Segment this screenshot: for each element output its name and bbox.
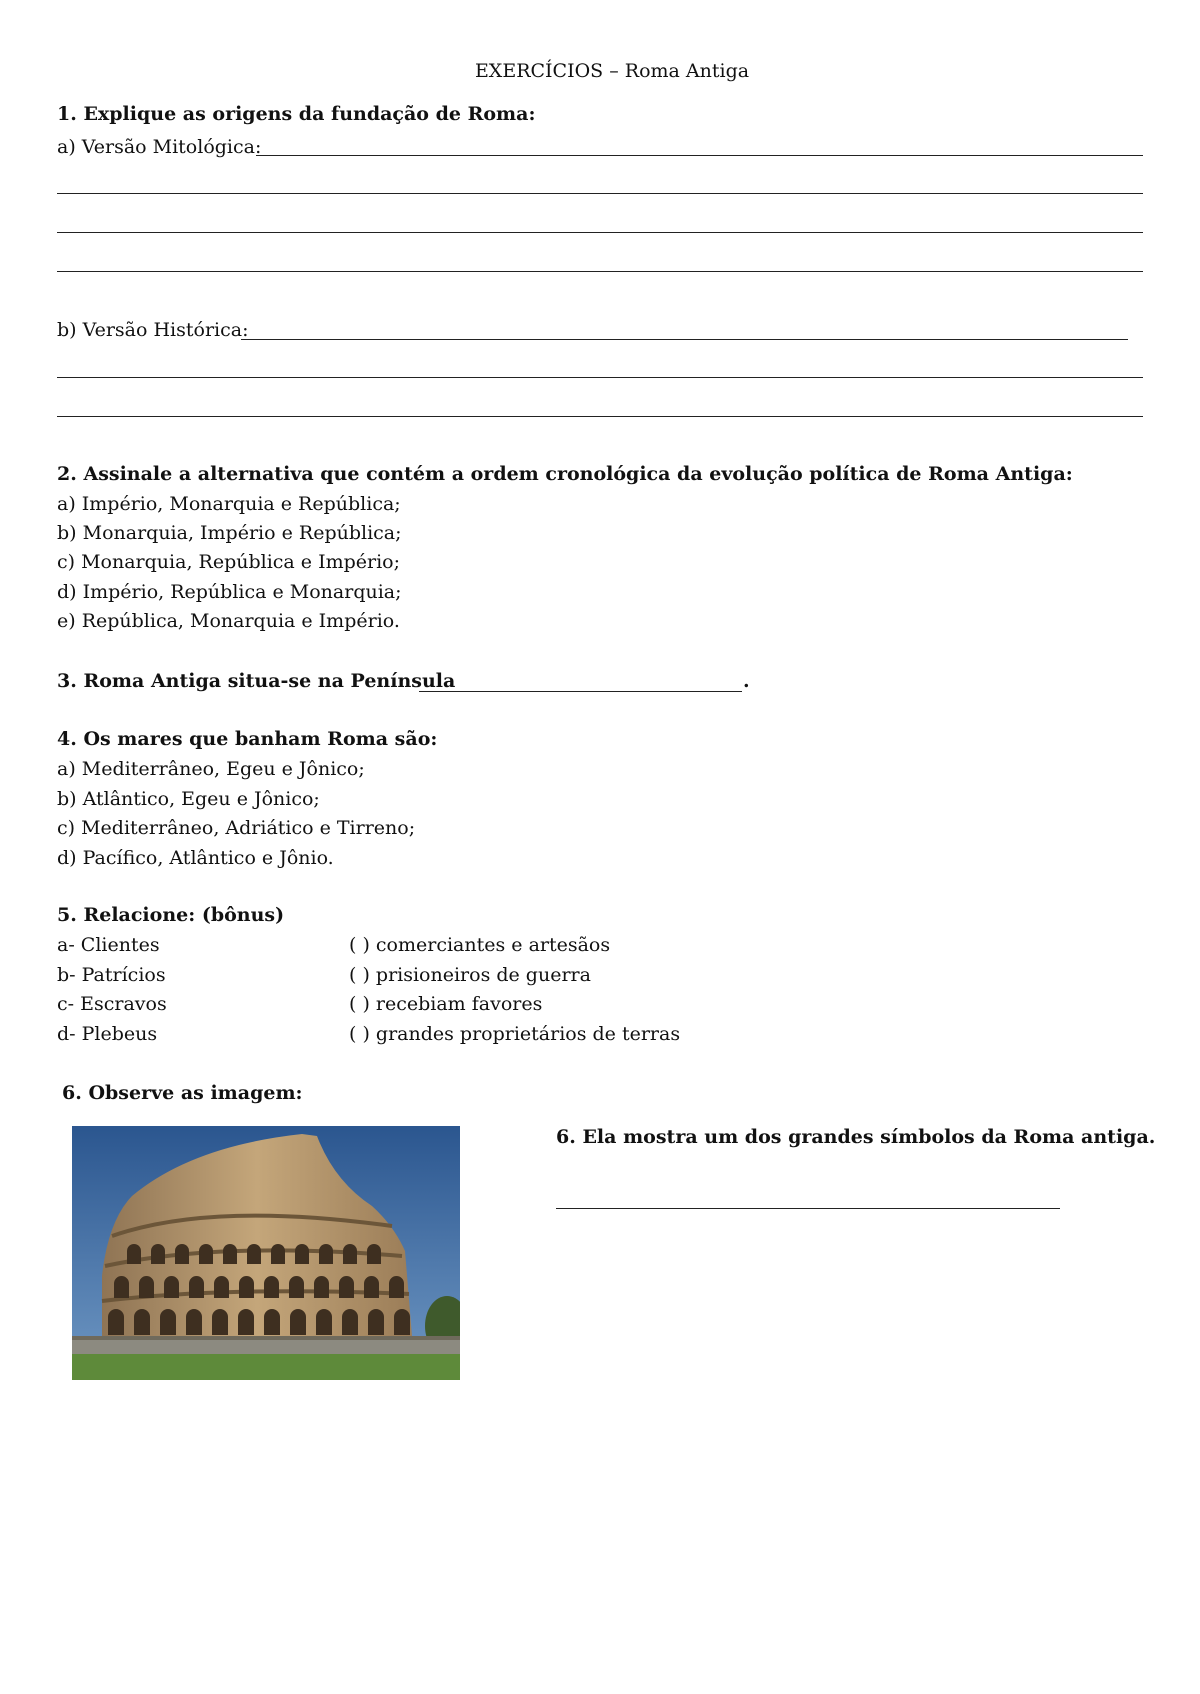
- q1-b-answer-line-3[interactable]: [57, 416, 1143, 417]
- q1-b-answer-line-2[interactable]: [57, 377, 1143, 378]
- page-title: EXERCÍCIOS – Roma Antiga: [474, 60, 750, 82]
- q2-heading: 2. Assinale a alternativa que contém a ordem cronológica da evolução política de Roma Antiga:: [57, 463, 1073, 485]
- q5-left-item-a: a- Clientes: [57, 934, 160, 956]
- q6-question: 6. Ela mostra um dos grandes símbolos da Roma antiga.: [556, 1126, 1156, 1148]
- q5-left-item-b: b- Patrícios: [57, 964, 166, 986]
- q3-period: .: [743, 670, 750, 692]
- q1-heading: 1. Explique as origens da fundação de Roma:: [57, 103, 536, 125]
- q1-a-label: a) Versão Mitológica:: [57, 136, 262, 158]
- q4-heading: 4. Os mares que banham Roma são:: [57, 728, 438, 750]
- q2-option-b[interactable]: b) Monarquia, Império e República;: [57, 522, 402, 544]
- q1-a-answer-line-1[interactable]: [256, 155, 1143, 156]
- q6-heading: 6. Observe as imagem:: [62, 1082, 303, 1104]
- q5-heading: 5. Relacione: (bônus): [57, 904, 285, 926]
- q4-option-d[interactable]: d) Pacífico, Atlântico e Jônio.: [57, 847, 334, 869]
- q4-option-a[interactable]: a) Mediterrâneo, Egeu e Jônico;: [57, 758, 365, 780]
- q6-answer-line[interactable]: [556, 1208, 1060, 1209]
- q1-b-answer-line-1[interactable]: [241, 339, 1128, 340]
- q2-option-c[interactable]: c) Monarquia, República e Império;: [57, 551, 401, 573]
- q1-a-answer-line-2[interactable]: [57, 193, 1143, 194]
- q5-match-row-3[interactable]: ( ) recebiam favores: [349, 993, 543, 1015]
- q2-option-a[interactable]: a) Império, Monarquia e República;: [57, 493, 401, 515]
- q1-a-answer-line-4[interactable]: [57, 271, 1143, 272]
- q2-option-e[interactable]: e) República, Monarquia e Império.: [57, 610, 400, 632]
- q3-text: 3. Roma Antiga situa-se na Península: [57, 670, 456, 692]
- q4-option-c[interactable]: c) Mediterrâneo, Adriático e Tirreno;: [57, 817, 416, 839]
- q5-match-row-4[interactable]: ( ) grandes proprietários de terras: [349, 1023, 681, 1045]
- q1-a-answer-line-3[interactable]: [57, 232, 1143, 233]
- q5-left-item-d: d- Plebeus: [57, 1023, 158, 1045]
- q3-answer-line[interactable]: [419, 691, 742, 692]
- q5-match-row-2[interactable]: ( ) prisioneiros de guerra: [349, 964, 591, 986]
- q5-left-item-c: c- Escravos: [57, 993, 167, 1015]
- q4-option-b[interactable]: b) Atlântico, Egeu e Jônico;: [57, 788, 320, 810]
- q1-b-label: b) Versão Histórica:: [57, 319, 249, 341]
- colosseum-photo: [72, 1126, 460, 1380]
- q5-match-row-1[interactable]: ( ) comerciantes e artesãos: [349, 934, 611, 956]
- q2-option-d[interactable]: d) Império, República e Monarquia;: [57, 581, 402, 603]
